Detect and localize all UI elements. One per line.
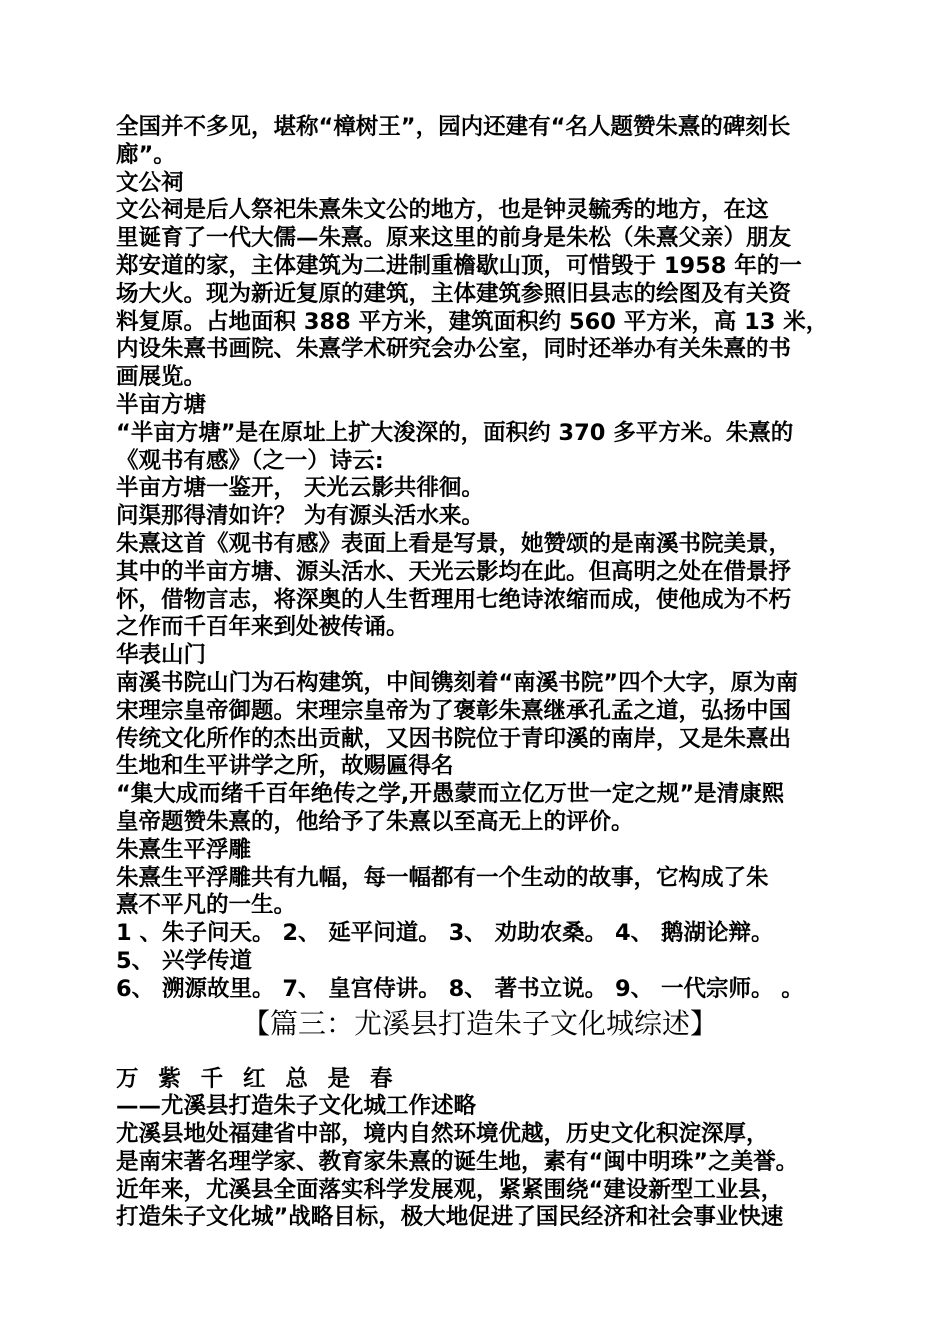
list-line: 5、 兴学传道: [116, 947, 252, 974]
article-paragraph-line: 是南宋著名理学家、教育家朱熹的诞生地，素有“闽中明珠”之美誉。: [116, 1148, 799, 1175]
list-line: 6、 溯源故里。 7、 皇宫侍讲。 8、 著书立说。 9、 一代宗师。 。: [116, 975, 804, 1002]
text-line: 其中的半亩方塘、源头活水、天光云影均在此。但高明之处在借景抒: [116, 558, 792, 585]
subheading-zhuxi-relief: 朱熹生平浮雕: [116, 836, 252, 863]
subheading-huabiaoshanmen: 华表山门: [116, 642, 207, 669]
text-line: 朱熹生平浮雕共有九幅，每一幅都有一个生动的故事，它构成了朱: [116, 864, 769, 891]
text-line: 内设朱熹书画院、朱熹学术研究会办公室，同时还举办有关朱熹的书: [116, 336, 792, 363]
article-title: 万 紫 千 红 总 是 春: [116, 1065, 399, 1092]
text-line: 郑安道的家，主体建筑为二进制重檐歇山顶，可惜毁于 1958 年的一: [116, 252, 802, 279]
text-line: 生地和生平讲学之所，故赐匾得名: [116, 753, 454, 780]
subheading-banmufangtang: 半亩方塘: [116, 391, 207, 418]
article-paragraph-line: 近年来，尤溪县全面落实科学发展观，紧紧围绕“建设新型工业县，: [116, 1176, 784, 1203]
text-line: 之作而千百年来到处被传诵。: [116, 614, 409, 641]
text-line: 宋理宗皇帝御题。宋理宗皇帝为了褒彰朱熹继承孔孟之道，弘扬中国: [116, 697, 792, 724]
text-line: 廊”。: [116, 141, 176, 168]
text-line: 怀，借物言志，将深奥的人生哲理用七绝诗浓缩而成，使他成为不朽: [116, 586, 792, 613]
poem-line: 半亩方塘一鉴开， 天光云影共徘徊。: [116, 475, 484, 502]
text-line: 传统文化所作的杰出贡献，又因书院位于青印溪的南岸，又是朱熹出: [116, 725, 792, 752]
text-line: 皇帝题赞朱熹的，他给予了朱熹以至高无上的评价。: [116, 808, 634, 835]
article-subtitle: ——尤溪县打造朱子文化城工作述略: [116, 1093, 477, 1120]
text-line: 里诞育了一代大儒—朱熹。原来这里的前身是朱松（朱熹父亲）朋友: [116, 225, 792, 252]
document-page: [116, 114, 838, 1232]
section-heading: 【篇三：尤溪县打造朱子文化城综述】: [241, 1006, 718, 1040]
text-line: “半亩方塘”是在原址上扩大浚深的，面积约 370 多平方米。朱熹的: [116, 419, 794, 446]
subheading-wengongci: 文公祠: [116, 169, 184, 196]
text-line: 料复原。占地面积 388 平方米，建筑面积约 560 平方米，高 13 米，: [116, 308, 829, 335]
text-line: 画展览。: [116, 364, 207, 391]
text-line: “集大成而绪千百年绝传之学,开愚蒙而立亿万世一定之规”是清康熙: [116, 781, 785, 808]
article-paragraph-line: 尤溪县地处福建省中部，境内自然环境优越，历史文化积淀深厚，: [116, 1121, 769, 1148]
text-line: 场大火。现为新近复原的建筑，主体建筑参照旧县志的绘图及有关资: [116, 280, 792, 307]
blank-line: [116, 1044, 838, 1066]
text-line: 全国并不多见，堪称“樟树王”，园内还建有“名人题赞朱熹的碑刻长: [116, 114, 791, 140]
text-line: 文公祠是后人祭祀朱熹朱文公的地方，也是钟灵毓秀的地方，在这: [116, 197, 769, 224]
text-line: 熹不平凡的一生。: [116, 892, 297, 919]
text-line: 南溪书院山门为石构建筑，中间镌刻着“南溪书院”四个大字，原为南: [116, 669, 799, 696]
poem-line: 问渠那得清如许？ 为有源头活水来。: [116, 503, 484, 530]
list-line: 1 、朱子问天。 2、 延平问道。 3、 劝助农桑。 4、 鹅湖论辩。: [116, 920, 774, 947]
text-line: 《观书有感》（之一）诗云:: [116, 447, 384, 474]
article-paragraph-line: 打造朱子文化城”战略目标，极大地促进了国民经济和社会事业快速: [116, 1204, 784, 1231]
text-line: 朱熹这首《观书有感》表面上看是写景，她赞颂的是南溪书院美景，: [116, 530, 792, 557]
